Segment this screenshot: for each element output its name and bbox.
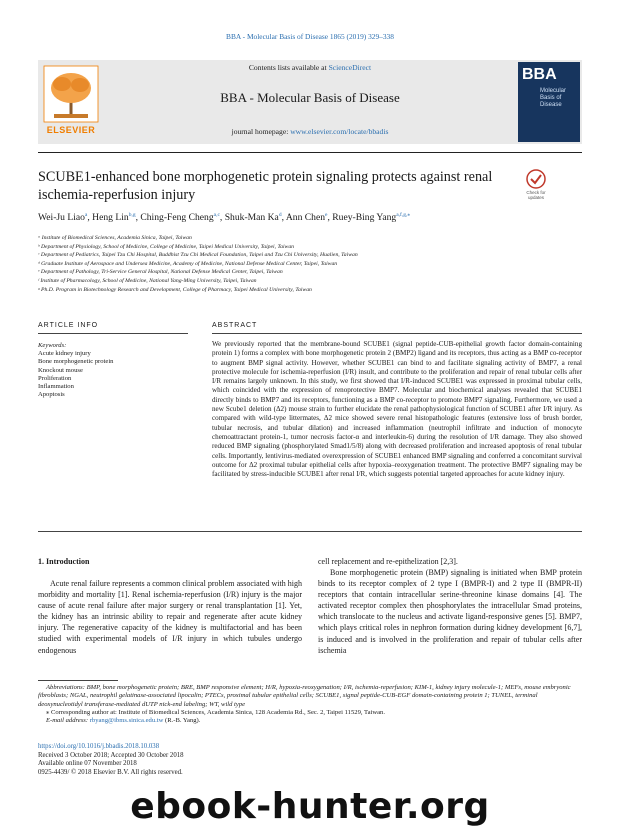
check-for-updates-label: Check for updates	[526, 190, 546, 200]
author-affiliation-marker[interactable]: e	[325, 212, 328, 218]
intro-left-column: Acute renal failure represents a common clinical problem associated with high morbidity and mortality [1]. Renal ischemia-reperfusion (I/R) injury is the major cause of acute renal failure after major surgery or renal transplantation [1]. Yet, the kidney has an intrinsic ability to repair and regenerate after acute kidney injury. The regenerative capacity of the kidney is multifactorial and has been studied with experimental models of I/R injury in which tubules undergo endogenous	[38, 579, 302, 655]
sciencedirect-link[interactable]: ScienceDirect	[328, 63, 372, 72]
journal-homepage	[130, 127, 490, 136]
keywords-label: Keywords:	[38, 342, 67, 349]
author-name[interactable]: Ching-Feng Cheng	[140, 212, 214, 224]
publication-info	[38, 743, 338, 777]
author-affiliation-marker[interactable]: a,f,g,⁎	[396, 212, 411, 218]
corresponding-author: ⁎ Corresponding author at: Institute of Biomedical Sciences, Academia Sinica, 128 Academia Rd., Sec. 2, Taipei 11529, Taiwan.	[46, 708, 386, 716]
watermark: ebook-hunter.org	[130, 786, 490, 827]
author-name[interactable]: Shuk-Man Ka	[224, 212, 279, 224]
affiliation-line: ᵇ Department of Physiology, School of Medicine, College of Medicine, Taipei Medical University, Taipei, Taiwan	[38, 243, 295, 250]
elsevier-wordmark: ELSEVIER	[46, 125, 96, 135]
email-line	[38, 717, 582, 725]
journal-reference[interactable]: BBA - Molecular Basis of Disease 1865 (2019) 329–338	[226, 32, 394, 41]
article-title: SCUBE1-enhanced bone morphogenetic protein signaling protects against renal ischemia-reperfusion injury	[38, 169, 493, 203]
contents-line	[130, 63, 490, 72]
affiliation-line: ᵉ Department of Pathology, Tri-Service General Hospital, National Defense Medical Center, Taipei, Taiwan	[38, 269, 283, 276]
author-list: Wei-Ju Liao$^a$, Heng Lin$^{b,g}$, Ching-Feng Cheng$^{a,c}$, Shuk-Man Ka$^d$, Ann Chen$^e$, Ruey-Bing Yang$^{a,f,g,⁎}$	[38, 212, 411, 224]
article-info-heading: ARTICLE INFO	[38, 322, 99, 329]
email-link[interactable]: rbyang@ibms.sinica.edu.tw	[89, 717, 164, 725]
homepage-link[interactable]: www.elsevier.com/locate/bbadis	[290, 127, 389, 136]
doi-link[interactable]: https://doi.org/10.1016/j.bbadis.2018.10.038	[38, 743, 160, 750]
keyword: Proliferation	[38, 374, 72, 382]
author-affiliation-marker[interactable]: a	[84, 212, 88, 218]
keyword: Acute kidney injury	[38, 350, 91, 358]
keywords-list	[38, 350, 188, 399]
email-label: E-mail address:	[46, 717, 90, 725]
cover-subtitle: Molecular Basis of Disease	[540, 88, 567, 108]
journal-title: BBA - Molecular Basis of Disease	[220, 90, 400, 105]
affiliation-line: ᵈ Graduate Institute of Aerospace and Undersea Medicine, Academy of Medicine, National Defense Medical Center, Taipei, Taiwan	[38, 260, 338, 267]
keyword: Knockout mouse	[38, 366, 83, 374]
affiliation-line: ᶜ Department of Pediatrics, Taipei Tzu Chi Hospital, Buddhist Tzu Chi Medical Foundation, Taipei and Tzu Chi University, Hualien, Taiwan	[38, 252, 358, 259]
intro-right-column: Bone morphogenetic protein (BMP) signaling is initiated when BMP protein binds to its receptor complex of 2 type I (BMPR-I) and 2 type II (BMPR-II) receptors that contain intracellular serine-threonine kinase domains [4]. The activated receptor complex then phosphorylates the intracellular Smad proteins, which translocate to the nucleus and activate ligand-responsive genes [5]. BMP7, which plays critical roles in nephron formation during kidney development [6,7], is induced and is involved in the proliferation and repair of tubular cells after ischemia	[318, 568, 582, 655]
section-title: 1. Introduction	[38, 557, 90, 566]
affiliation-line: ᵃ Institute of Biomedical Sciences, Academia Sinica, Taipei, Taiwan	[38, 235, 192, 241]
keyword: Inflammation	[38, 383, 74, 391]
author-name[interactable]: Ruey-Bing Yang	[332, 212, 397, 224]
keyword: Bone morphogenetic protein	[38, 358, 114, 366]
affiliation-line: ᵍ Ph.D. Program in Biotechnology Research and Development, College of Pharmacy, Taipei Medical University, Taiwan	[38, 286, 312, 293]
email-suffix: (R.-B. Yang).	[163, 717, 201, 725]
received-dates: Received 3 October 2018; Accepted 30 October 2018	[38, 751, 184, 759]
abstract-heading: ABSTRACT	[212, 322, 258, 329]
abstract-text: We previously reported that the membrane-bound SCUBE1 (signal peptide-CUB-epithelial growth factor domain-containing protein 1) forms a complex with bone morphogenetic protein 2 (BMP2) ligand and its receptors, thus acting as a BMP co-receptor to augment BMP signal activity. However, whether SCUBE1 can bind to and facilitate signaling activity of BMP7, a renal protective molecule for ischemia-reperfusion (I/R) insult, and contribute to the proliferation and repair of renal tubular cells after I/R remains largely unknown. In this study, we first showed that I/R-induced SCUBE1 was expressed in proximal tubular cells, which coincided with the expression of renoprotective BMP7. Molecular and biochemical analyses revealed that SCUBE1 directly binds to BMP7 and its receptors, functioning as a BMP co-receptor to promote BMP7 signaling. Furthermore, we used a new Scube1 deletion (Δ2) mouse strain to further elucidate the renal pathophysiological function of SCUBE1 after I/R injury. As compared with wild-type littermates, Δ2 mice showed severe renal histopathologic features (extensive loss of brush border, tubular necrosis, and tubular dilation) and increased inflammation (neutrophil infiltrate and induction of monocyte chemoattractant protein-1, tumor necrosis factor-α and interleukin-6) during the resolution of I/R damage. They also showed reduced BMP signaling (phosphorylated Smad1/5/8) along with decreased proliferation and increased apoptosis of renal tubular cells. Importantly, lentivirus-mediated overexpression of SCUBE1 enhanced BMP signaling and conferred a concomitant survival outcome for Δ2 proximal tubular epithelial cells after hypoxia–reoxygenation treatment. The protective BMP7 signaling may be facilitated by stress-inducible SCUBE1 after renal I/R, which suggests potential targeted approaches for acute kidney injury.	[212, 340, 582, 479]
keywords-block	[38, 342, 188, 399]
author-affiliation-marker[interactable]: a,c	[213, 212, 220, 218]
intro-right-column-start: cell replacement and re-epithelization [2,3].	[318, 557, 458, 566]
homepage-prefix: journal homepage:	[231, 127, 291, 136]
author-name[interactable]: Wei-Ju Liao	[38, 212, 85, 224]
author-affiliation-marker[interactable]: d	[278, 212, 282, 218]
article-info-rule	[38, 333, 188, 334]
affiliations	[38, 234, 582, 294]
copyright: 0925-4439/ © 2018 Elsevier B.V. All rights reserved.	[38, 768, 183, 776]
abstract-rule	[212, 333, 582, 334]
keyword: Apoptosis	[38, 391, 65, 399]
contents-prefix: Contents lists available at	[248, 63, 329, 72]
elsevier-tree-logo	[40, 64, 102, 134]
cover-title: BBA	[522, 66, 557, 83]
available-online: Available online 07 November 2018	[38, 760, 137, 768]
header-rule	[38, 152, 582, 153]
author-affiliation-marker[interactable]: b,g	[128, 212, 136, 218]
author-name[interactable]: Ann Chen	[285, 212, 326, 224]
footnote-rule	[38, 680, 118, 681]
abstract-bottom-rule	[38, 531, 582, 532]
affiliation-line: ᶠ Institute of Pharmacology, School of Medicine, National Yang-Ming University, Taipei, Taiwan	[38, 277, 257, 284]
abbreviations: Abbreviations: BMP, bone morphogenetic protein; BRE, BMP responsive element; H/R, hypoxia-reoxygenation; I/R, ischemia-reperfusion; KIM-1, kidney injury molecule-1; MEFs, mouse embryonic fibroblasts; NGAL, neutrophil gelatinase-associated lipocalin; PTECs, proximal tubular epithelial cells; SCUBE1, signal peptide-CUB-EGF domain-containing protein 1; TUNEL, terminal deoxynucleotidyl transferase-mediated dUTP nick-end labeling; WT, wild type	[38, 684, 571, 708]
footnotes	[38, 684, 582, 725]
author-name[interactable]: Heng Lin	[92, 212, 129, 224]
